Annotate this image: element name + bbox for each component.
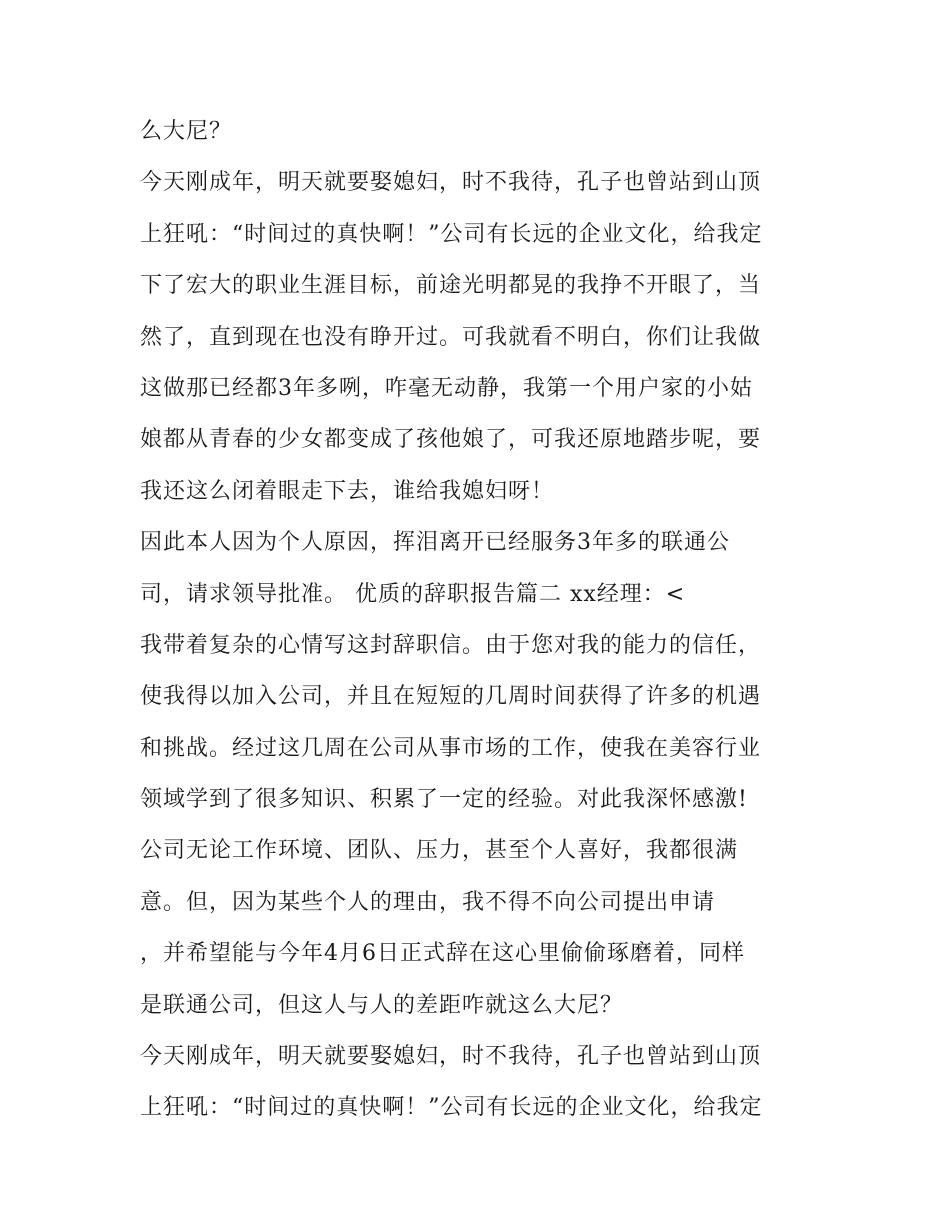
document-body bbox=[140, 106, 820, 1134]
text-line-20: 上狂吼：“时间过的真快啊！”公司有长远的企业文化，给我定 bbox=[140, 1095, 763, 1121]
text-line-7: 娘都从青春的少女都变成了孩他娘了，可我还原地踏步呢，要 bbox=[140, 427, 762, 453]
text-line-8: 我还这么闭着眼走下去，谁给我媳妇呀！ bbox=[140, 478, 555, 504]
text-line-14: 领域学到了很多知识、积累了一定的经验。对此我深怀感激! bbox=[140, 787, 748, 813]
text-line-9: 因此本人因为个人原因，挥泪离开已经服务3年多的联通公 bbox=[140, 530, 730, 556]
text-line-18: 是联通公司，但这人与人的差距咋就这么大尼？ bbox=[140, 992, 624, 1018]
text-line-15: 公司无论工作环境、团队、压力，甚至个人喜好，我都很满 bbox=[140, 838, 739, 864]
text-line-16: 意。但，因为某些个人的理由，我不得不向公司提出申请 bbox=[140, 889, 716, 915]
text-line-13: 和挑战。经过这几周在公司从事市场的工作，使我在美容行业 bbox=[140, 735, 762, 761]
text-line-3: 上狂吼：“时间过的真快啊！”公司有长远的企业文化，给我定 bbox=[140, 221, 763, 247]
text-line-2: 今天刚成年，明天就要娶媳妇，时不我待，孔子也曾站到山顶 bbox=[140, 170, 762, 196]
text-line-10: 司，请求领导批准。 优质的辞职报告篇二 xx经理：< bbox=[140, 581, 686, 607]
text-line-17: ，并希望能与今年4月6日正式辞在这心里偷偷琢磨着，同样 bbox=[140, 941, 745, 967]
text-line-11: 我带着复杂的心情写这封辞职信。由于您对我的能力的信任， bbox=[140, 632, 762, 658]
text-line-12: 使我得以加入公司，并且在短短的几周时间获得了许多的机遇 bbox=[140, 684, 762, 710]
text-line-19: 今天刚成年，明天就要娶媳妇，时不我待，孔子也曾站到山顶 bbox=[140, 1044, 762, 1070]
text-line-1: 么大尼？ bbox=[140, 119, 233, 144]
text-line-6: 这做那已经都3年多咧，咋毫无动静，我第一个用户家的小姑 bbox=[140, 375, 753, 401]
text-line-4: 下了宏大的职业生涯目标，前途光明都晃的我挣不开眼了，当 bbox=[140, 273, 762, 299]
text-line-5: 然了，直到现在也没有睁开过。可我就看不明白，你们让我做 bbox=[140, 324, 762, 350]
